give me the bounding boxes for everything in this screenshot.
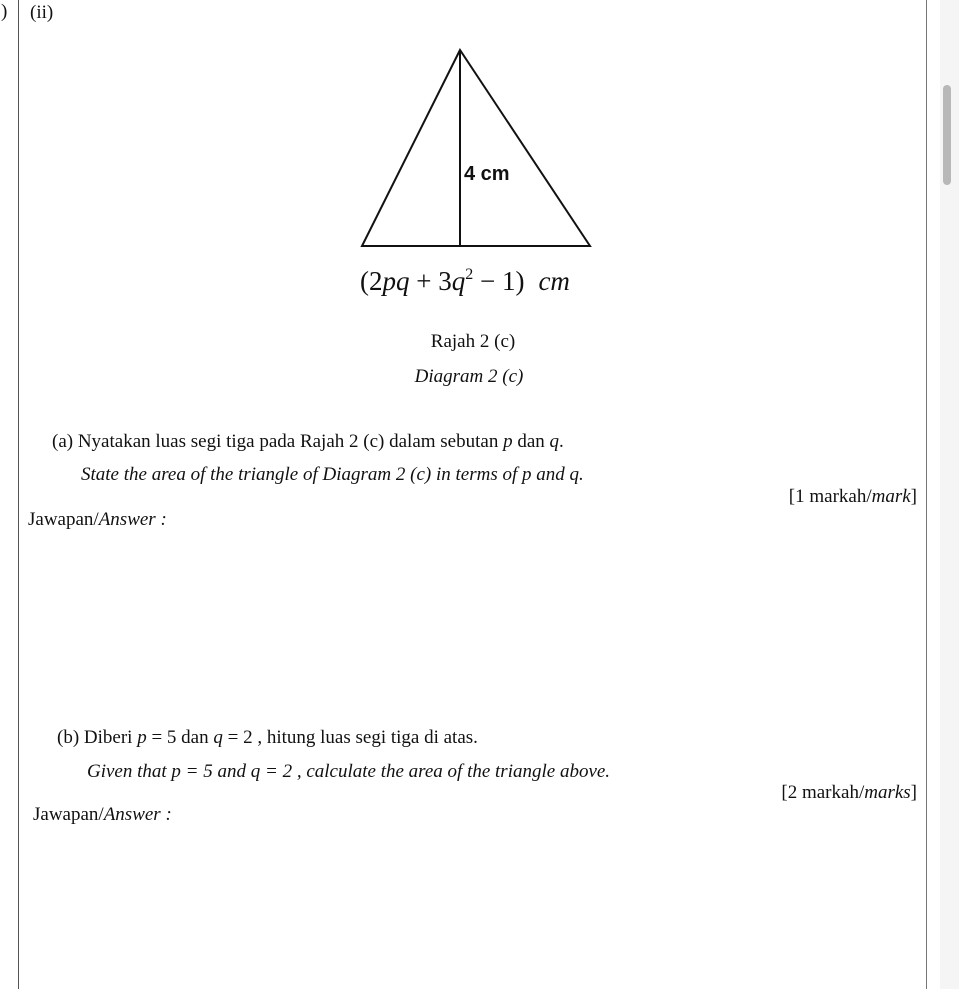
- caption-malay: Rajah 2 (c): [430, 331, 516, 352]
- question-b-malay: (b) Diberi p = 5 dan q = 2 , hitung luas segi tiga di atas.: [57, 727, 478, 748]
- question-b-english: Given that p = 5 and q = 2 , calculate the area of the triangle above.: [87, 761, 611, 782]
- triangle-diagram: [0, 0, 959, 310]
- base-open: (2: [360, 266, 383, 296]
- question-a-english: State the area of the triangle of Diagram 2 (c) in terms of p and q.: [81, 464, 584, 485]
- base-plus: + 3: [409, 266, 452, 296]
- triangle-outline: [362, 50, 590, 246]
- question-b-answer-label: Jawapan/Answer :: [33, 804, 172, 825]
- question-b-marks: [2 markah/marks]: [781, 782, 917, 803]
- part-label: (ii): [30, 2, 54, 23]
- question-a-marks: [1 markah/mark]: [788, 486, 917, 507]
- height-label: 4 cm: [464, 163, 510, 185]
- caption-english: Diagram 2 (c): [414, 366, 524, 387]
- question-a-malay: (a) Nyatakan luas segi tiga pada Rajah 2 (c) dalam sebutan p dan q.: [52, 431, 564, 452]
- question-a-answer-label: Jawapan/Answer :: [28, 509, 167, 530]
- cropped-parenthesis: ): [1, 1, 8, 22]
- base-q: q: [451, 266, 466, 296]
- base-unit: cm: [538, 266, 570, 296]
- base-pq: pq: [382, 266, 410, 296]
- base-label: [360, 266, 570, 296]
- base-rest: − 1): [473, 266, 525, 296]
- base-exponent: 2: [465, 266, 474, 283]
